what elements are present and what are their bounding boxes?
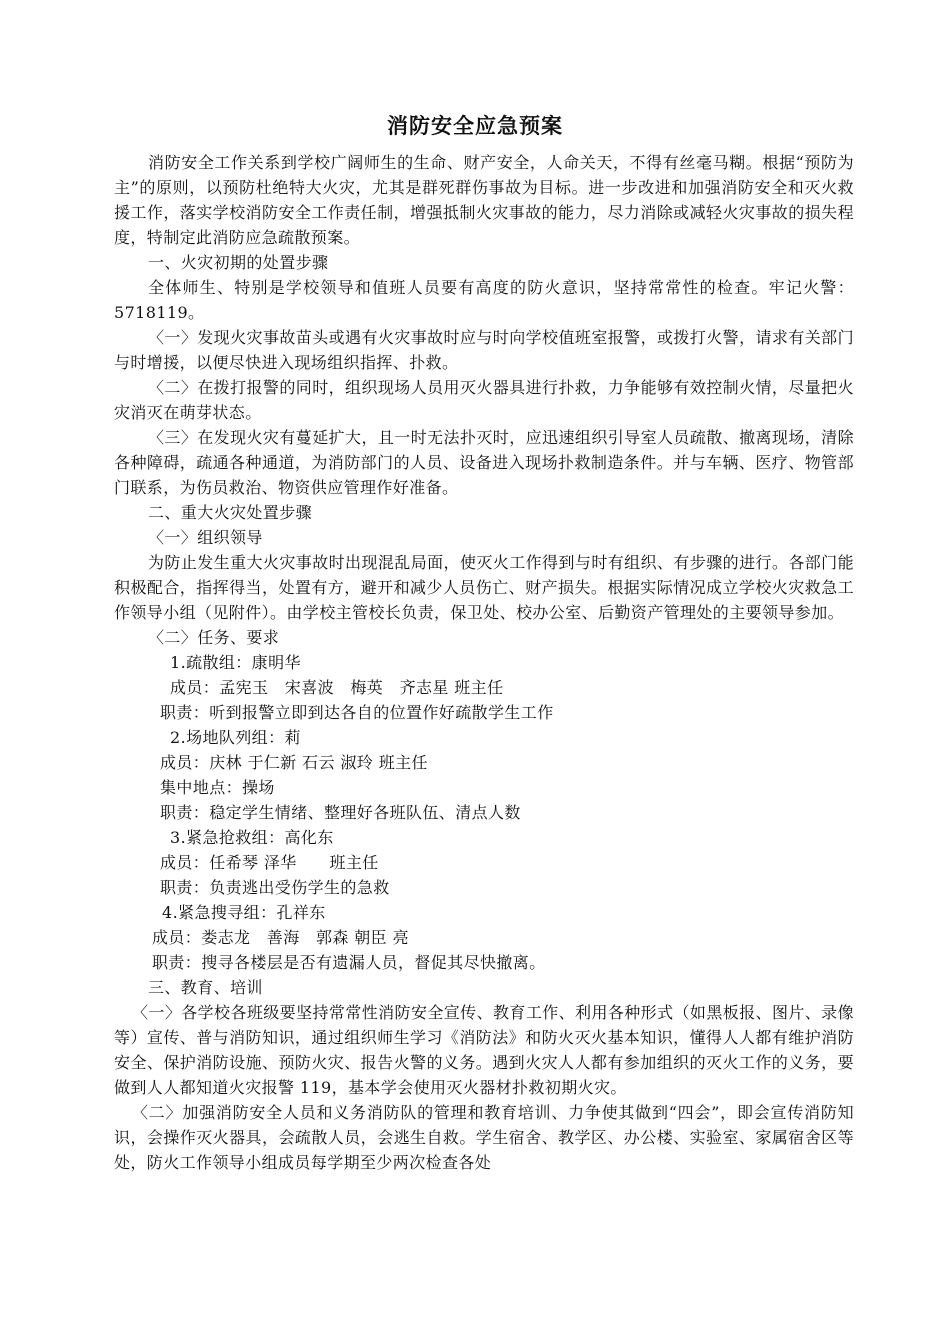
group-rescue-title: 3.紧急抢救组：高化东 bbox=[170, 828, 334, 847]
group-rescue-duty: 职责：负责逃出受伤学生的急救 bbox=[160, 878, 390, 897]
paragraph-organization: 为防止发生重大火灾事故时出现混乱局面，使灭火工作得到与时有组织、有步骤的进行。各部门能积极配合，指挥得当，处置有方，避开和减少人员伤亡、财产损失。根据实际情况成立学校火灾救急工作领导小组（见附件）。由学校主管校长负责，保卫处、校办公室、后勤资产管理处的主要领导参加。 bbox=[114, 553, 854, 622]
paragraph-intro: 消防安全工作关系到学校广阔师生的生命、财产安全，人命关天，不得有丝毫马糊。根据“预防为主”的原则，以预防杜绝特大火灾，尤其是群死群伤事故为目标。进一步改进和加强消防安全和灭火救援工作，落实学校消防安全工作责任制，增强抵制火灾事故的能力，尽力消除或减轻火灾事故的损失程度，特制定此消防应急疏散预案。 bbox=[114, 153, 854, 247]
group-assembly-title: 2.场地队列组：莉 bbox=[170, 728, 301, 747]
paragraph-step-3: 〈三〉在发现火灾有蔓延扩大，且一时无法扑灭时，应迅速组织引导室人员疏散、撤离现场，清除各种障碍，疏通各种通道，为消防部门的人员、设备进入现场扑救制造条件。并与车辆、医疗、物管部门联系，为伤员救治、物资供应管理作好准备。 bbox=[114, 428, 854, 497]
group-search-duty: 职责：搜寻各楼层是否有遗漏人员，督促其尽快撤离。 bbox=[152, 953, 546, 972]
heading-section-2: 二、重大火灾处置步骤 bbox=[148, 503, 313, 522]
group-evacuation-members: 成员：孟宪玉 宋喜波 梅英 齐志星 班主任 bbox=[170, 678, 504, 697]
group-evacuation-title: 1.疏散组：康明华 bbox=[170, 653, 301, 672]
heading-section-3: 三、教育、培训 bbox=[148, 978, 263, 997]
document-title: 消防安全应急预案 bbox=[387, 114, 563, 138]
subheading-tasks: 〈二〉任务、要求 bbox=[148, 628, 280, 647]
paragraph-step-2: 〈二〉在拨打报警的同时，组织现场人员用灭火器具进行扑救，力争能够有效控制火情，尽量把火灾消灭在萌芽状态。 bbox=[114, 378, 854, 422]
paragraph-education-1: 〈一〉各学校各班级要坚持常常性消防安全宣传、教育工作、利用各种形式（如黑板报、图片、录像等）宣传、普与消防知识，通过组织师生学习《消防法》和防火灭火基本知识，懂得人人都有维护消防安全、保护消防设施、预防火灾、报告火警的义务。遇到火灾人人都有参加组织的灭火工作的义务，要做到人人都知道火灾报警 119，基本学会使用灭火器材扑救初期火灾。 bbox=[114, 1003, 854, 1097]
group-search-members: 成员：娄志龙 善海 郭森 朝臣 亮 bbox=[152, 928, 409, 947]
subheading-organization: 〈一〉组织领导 bbox=[148, 528, 263, 547]
group-assembly-location: 集中地点：操场 bbox=[160, 778, 275, 797]
group-assembly-duty: 职责：稳定学生情绪、整理好各班队伍、清点人数 bbox=[160, 803, 521, 822]
group-evacuation-duty: 职责：听到报警立即到达各自的位置作好疏散学生工作 bbox=[160, 703, 554, 722]
group-rescue-members: 成员：任希琴 泽华 班主任 bbox=[160, 853, 379, 872]
group-assembly-members: 成员：庆林 于仁新 石云 淑玲 班主任 bbox=[160, 753, 428, 772]
paragraph-step-1: 〈一〉发现火灾事故苗头或遇有火灾事故时应与时向学校值班室报警，或拨打火警，请求有关部门与时增援，以便尽快进入现场组织指挥、扑救。 bbox=[114, 328, 854, 372]
group-search-title: 4.紧急搜寻组：孔祥东 bbox=[162, 903, 326, 922]
heading-section-1: 一、火灾初期的处置步骤 bbox=[148, 253, 329, 272]
paragraph-alert: 全体师生、特别是学校领导和值班人员要有高度的防火意识，坚持常常性的检查。牢记火警：5718119。 bbox=[114, 278, 854, 322]
document-body bbox=[114, 150, 854, 1175]
paragraph-education-2: 〈二〉加强消防安全人员和义务消防队的管理和教育培训、力争使其做到“四会”，即会宣传消防知识，会操作灭火器具，会疏散人员，会逃生自救。学生宿舍、教学区、办公楼、实验室、家属宿舍区等处，防火工作领导小组成员每学期至少两次检查各处 bbox=[114, 1103, 854, 1172]
